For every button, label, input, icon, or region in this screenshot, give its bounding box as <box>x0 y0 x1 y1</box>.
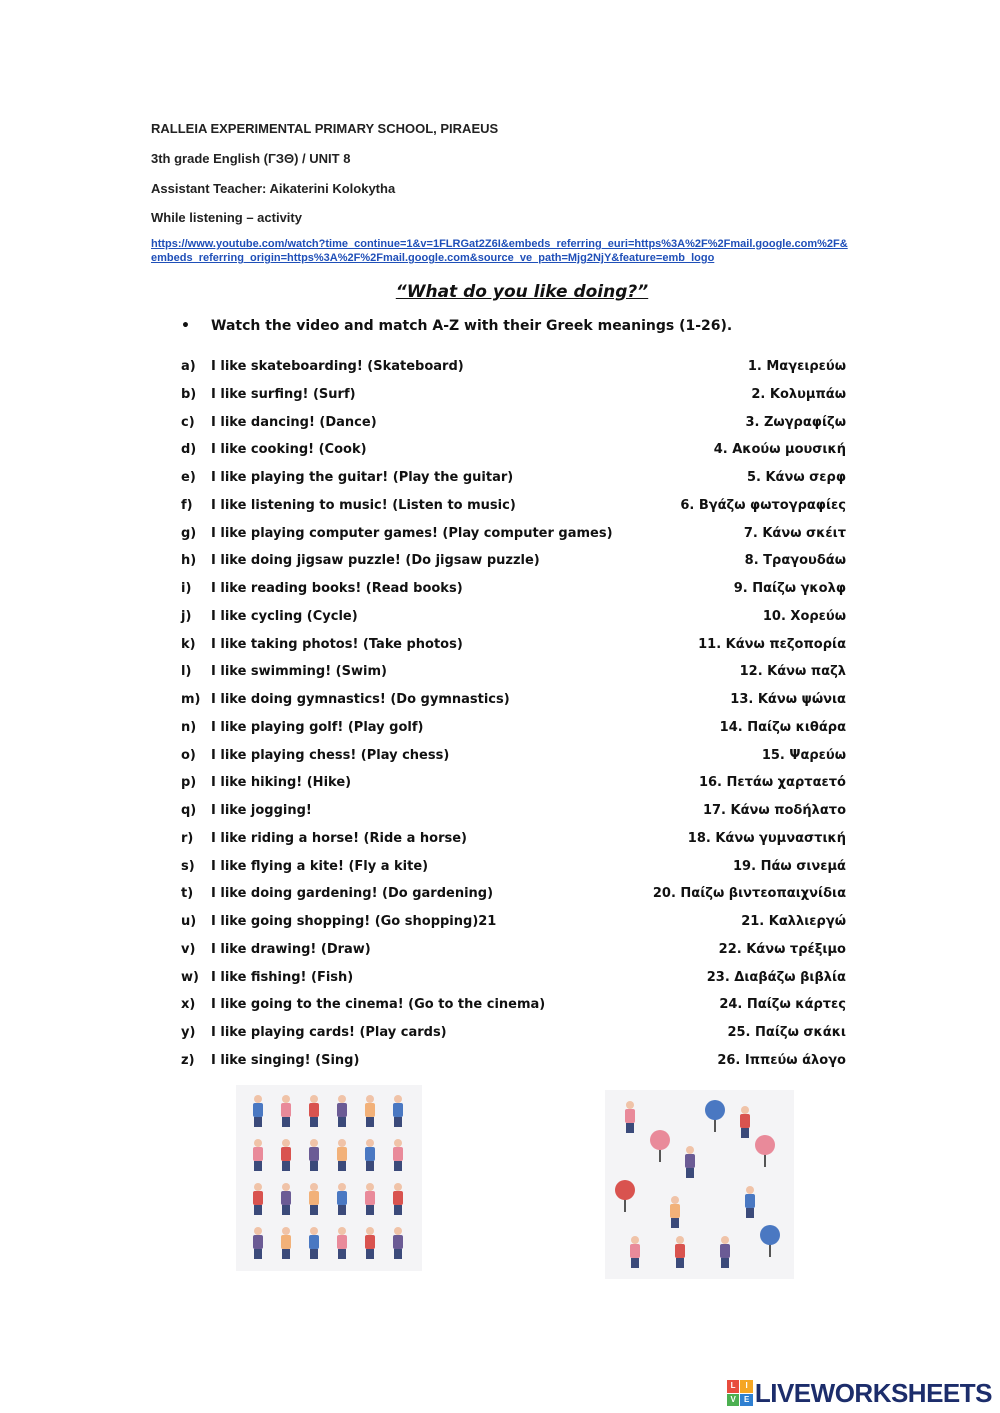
match-phrase: I like swimming! (Swim) <box>211 664 387 680</box>
match-greek: 4. Ακούω μουσική <box>713 442 846 458</box>
match-row <box>0 914 1000 934</box>
match-phrase: I like playing computer games! (Play computer games) <box>211 525 613 541</box>
match-letter: k) <box>181 636 196 652</box>
match-letter: h) <box>181 553 197 569</box>
match-phrase: I like dancing! (Dance) <box>211 414 377 430</box>
match-phrase: I like doing gymnastics! (Do gymnastics) <box>211 692 510 708</box>
match-phrase: I like doing gardening! (Do gardening) <box>211 886 494 902</box>
match-letter: j) <box>181 608 192 624</box>
match-letter: r) <box>181 830 194 846</box>
musician-figure-icon <box>337 1227 347 1259</box>
match-phrase: I like hiking! (Hike) <box>211 775 352 791</box>
match-greek: 10. Χορεύω <box>762 608 846 624</box>
tree-icon <box>705 1100 725 1132</box>
match-greek: 23. Διαβάζω βιβλία <box>706 969 846 985</box>
video-link[interactable]: https://www.youtube.com/watch?time_continue=1&v=1FLRGat2Z6I&embeds_referring_euri=https%3A%2F%2Fmail.google.com%2F&embeds_referring_origin=https%3A%2F%2Fmail.google.com&source_ve_path=Mjg2NjY&feature=emb_logo <box>151 238 848 264</box>
header-teacher: Assistant Teacher: Aikaterini Kolokytha <box>151 181 396 196</box>
musician-figure-icon <box>337 1139 347 1171</box>
instruction-text: Watch the video and match A-Z with their Greek meanings (1-26). <box>211 318 733 334</box>
musician-figure-icon <box>281 1227 291 1259</box>
match-letter: f) <box>181 497 193 513</box>
match-row <box>0 748 1000 768</box>
outdoor-figure-icon <box>625 1101 635 1133</box>
match-phrase: I like fishing! (Fish) <box>211 969 354 985</box>
outdoor-figure-icon <box>745 1186 755 1218</box>
header-activity: While listening – activity <box>151 210 302 225</box>
match-row <box>0 387 1000 407</box>
match-greek: 7. Κάνω σκέιτ <box>743 525 846 541</box>
match-letter: b) <box>181 386 197 402</box>
match-letter: c) <box>181 414 195 430</box>
match-row <box>0 886 1000 906</box>
musician-figure-icon <box>393 1095 403 1127</box>
match-greek: 6. Βγάζω φωτογραφίες <box>680 497 846 513</box>
match-row <box>0 997 1000 1017</box>
musician-figure-icon <box>365 1183 375 1215</box>
match-row <box>0 720 1000 740</box>
match-greek: 5. Κάνω σερφ <box>746 470 846 486</box>
music-people-icon <box>236 1085 422 1271</box>
match-greek: 20. Παίζω βιντεοπαιχνίδια <box>652 886 846 902</box>
match-phrase: I like drawing! (Draw) <box>211 941 371 957</box>
match-greek: 3. Ζωγραφίζω <box>745 414 846 430</box>
match-row <box>0 553 1000 573</box>
instruction <box>181 318 732 334</box>
match-greek: 18. Κάνω γυμναστική <box>687 830 846 846</box>
match-row <box>0 498 1000 518</box>
match-row <box>0 803 1000 823</box>
match-row <box>0 609 1000 629</box>
match-letter: w) <box>181 969 199 985</box>
match-greek: 22. Κάνω τρέξιμο <box>718 941 846 957</box>
tree-icon <box>755 1135 775 1167</box>
outdoor-activities-icon <box>605 1090 794 1279</box>
musician-figure-icon <box>281 1095 291 1127</box>
match-phrase: I like taking photos! (Take photos) <box>211 636 463 652</box>
tree-icon <box>760 1225 780 1257</box>
match-row <box>0 581 1000 601</box>
musician-figure-icon <box>309 1095 319 1127</box>
match-greek: 2. Κολυμπάω <box>751 386 846 402</box>
match-row <box>0 859 1000 879</box>
match-greek: 17. Κάνω ποδήλατο <box>702 803 846 819</box>
match-row <box>0 470 1000 490</box>
match-greek: 12. Κάνω παζλ <box>739 664 846 680</box>
match-letter: m) <box>181 692 201 708</box>
musician-figure-icon <box>393 1139 403 1171</box>
match-letter: s) <box>181 858 195 874</box>
match-greek: 1. Μαγειρεύω <box>747 359 846 374</box>
match-row <box>0 831 1000 851</box>
match-phrase: I like doing jigsaw puzzle! (Do jigsaw puzzle) <box>211 553 540 569</box>
match-phrase: I like playing chess! (Play chess) <box>211 747 450 763</box>
worksheet-title: “What do you like doing?” <box>395 282 649 302</box>
outdoor-illustration <box>605 1090 794 1279</box>
header-school: RALLEIA EXPERIMENTAL PRIMARY SCHOOL, PIRAEUS <box>151 121 499 136</box>
musician-figure-icon <box>393 1183 403 1215</box>
tree-icon <box>615 1180 635 1212</box>
match-phrase: I like riding a horse! (Ride a horse) <box>211 830 467 846</box>
match-phrase: I like cycling (Cycle) <box>211 608 358 624</box>
liveworksheets-logo <box>727 1378 992 1408</box>
match-letter: g) <box>181 525 197 541</box>
match-phrase: I like reading books! (Read books) <box>211 581 463 597</box>
match-greek: 26. Ιππεύω άλογο <box>717 1053 846 1068</box>
match-greek: 21. Καλλιεργώ <box>741 914 846 930</box>
match-row <box>0 415 1000 435</box>
match-row <box>0 359 1000 379</box>
logo-badge-icon: L I V E <box>727 1380 753 1406</box>
match-letter: p) <box>181 775 197 791</box>
musician-figure-icon <box>365 1139 375 1171</box>
musician-figure-icon <box>253 1183 263 1215</box>
match-row <box>0 526 1000 546</box>
match-row <box>0 692 1000 712</box>
match-greek: 19. Πάω σινεμά <box>733 858 846 874</box>
outdoor-figure-icon <box>630 1236 640 1268</box>
match-phrase: I like going shopping! (Go shopping)21 <box>211 914 497 930</box>
tree-icon <box>650 1130 670 1162</box>
match-row <box>0 664 1000 684</box>
match-phrase: I like listening to music! (Listen to music) <box>211 497 516 513</box>
outdoor-figure-icon <box>685 1146 695 1178</box>
musician-figure-icon <box>337 1183 347 1215</box>
bullet-icon: • <box>181 318 190 334</box>
musician-figure-icon <box>365 1095 375 1127</box>
match-greek: 14. Παίζω κιθάρα <box>719 719 846 735</box>
match-greek: 16. Πετάω χαρταετό <box>698 775 846 791</box>
match-phrase: I like jogging! <box>211 803 312 819</box>
match-greek: 25. Παίζω σκάκι <box>727 1025 846 1041</box>
match-row <box>0 1053 1000 1073</box>
match-phrase: I like flying a kite! (Fly a kite) <box>211 858 429 874</box>
match-greek: 24. Παίζω κάρτες <box>719 997 846 1013</box>
outdoor-figure-icon <box>670 1196 680 1228</box>
match-letter: n) <box>181 719 197 735</box>
musician-figure-icon <box>281 1139 291 1171</box>
match-letter: e) <box>181 470 196 486</box>
match-letter: u) <box>181 914 197 930</box>
match-row <box>0 442 1000 462</box>
match-letter: i) <box>181 581 192 597</box>
match-phrase: I like skateboarding! (Skateboard) <box>211 359 464 374</box>
musician-figure-icon <box>281 1183 291 1215</box>
match-greek: 11. Κάνω πεζοπορία <box>698 636 846 652</box>
match-letter: o) <box>181 747 196 763</box>
header-grade: 3th grade English (ΓЗΘ) / UNIT 8 <box>151 151 351 166</box>
music-illustration <box>236 1085 422 1271</box>
match-phrase: I like playing golf! (Play golf) <box>211 719 424 735</box>
match-phrase: I like surfing! (Surf) <box>211 386 356 402</box>
match-letter: x) <box>181 997 196 1013</box>
match-row <box>0 1025 1000 1045</box>
match-letter: z) <box>181 1053 195 1068</box>
match-letter: t) <box>181 886 194 902</box>
outdoor-figure-icon <box>675 1236 685 1268</box>
match-phrase: I like playing the guitar! (Play the guitar) <box>211 470 514 486</box>
match-phrase: I like cooking! (Cook) <box>211 442 367 458</box>
match-letter: v) <box>181 941 196 957</box>
match-greek: 13. Κάνω ψώνια <box>730 692 846 708</box>
match-phrase: I like singing! (Sing) <box>211 1053 360 1068</box>
match-letter: y) <box>181 1025 196 1041</box>
match-row <box>0 775 1000 795</box>
musician-figure-icon <box>337 1095 347 1127</box>
musician-figure-icon <box>309 1227 319 1259</box>
match-row <box>0 970 1000 990</box>
match-letter: l) <box>181 664 192 680</box>
match-row <box>0 637 1000 657</box>
musician-figure-icon <box>365 1227 375 1259</box>
match-phrase: I like playing cards! (Play cards) <box>211 1025 447 1041</box>
musician-figure-icon <box>309 1139 319 1171</box>
match-row <box>0 942 1000 962</box>
match-letter: q) <box>181 803 197 819</box>
outdoor-figure-icon <box>740 1106 750 1138</box>
match-greek: 8. Τραγουδάω <box>744 553 846 569</box>
match-phrase: I like going to the cinema! (Go to the cinema) <box>211 997 546 1013</box>
logo-text: LIVEWORKSHEETS <box>754 1377 992 1408</box>
match-letter: d) <box>181 442 197 458</box>
musician-figure-icon <box>253 1139 263 1171</box>
match-greek: 9. Παίζω γκολφ <box>733 581 846 597</box>
match-letter: a) <box>181 359 196 374</box>
match-greek: 15. Ψαρεύω <box>761 747 846 763</box>
musician-figure-icon <box>253 1227 263 1259</box>
musician-figure-icon <box>253 1095 263 1127</box>
musician-figure-icon <box>393 1227 403 1259</box>
outdoor-figure-icon <box>720 1236 730 1268</box>
musician-figure-icon <box>309 1183 319 1215</box>
